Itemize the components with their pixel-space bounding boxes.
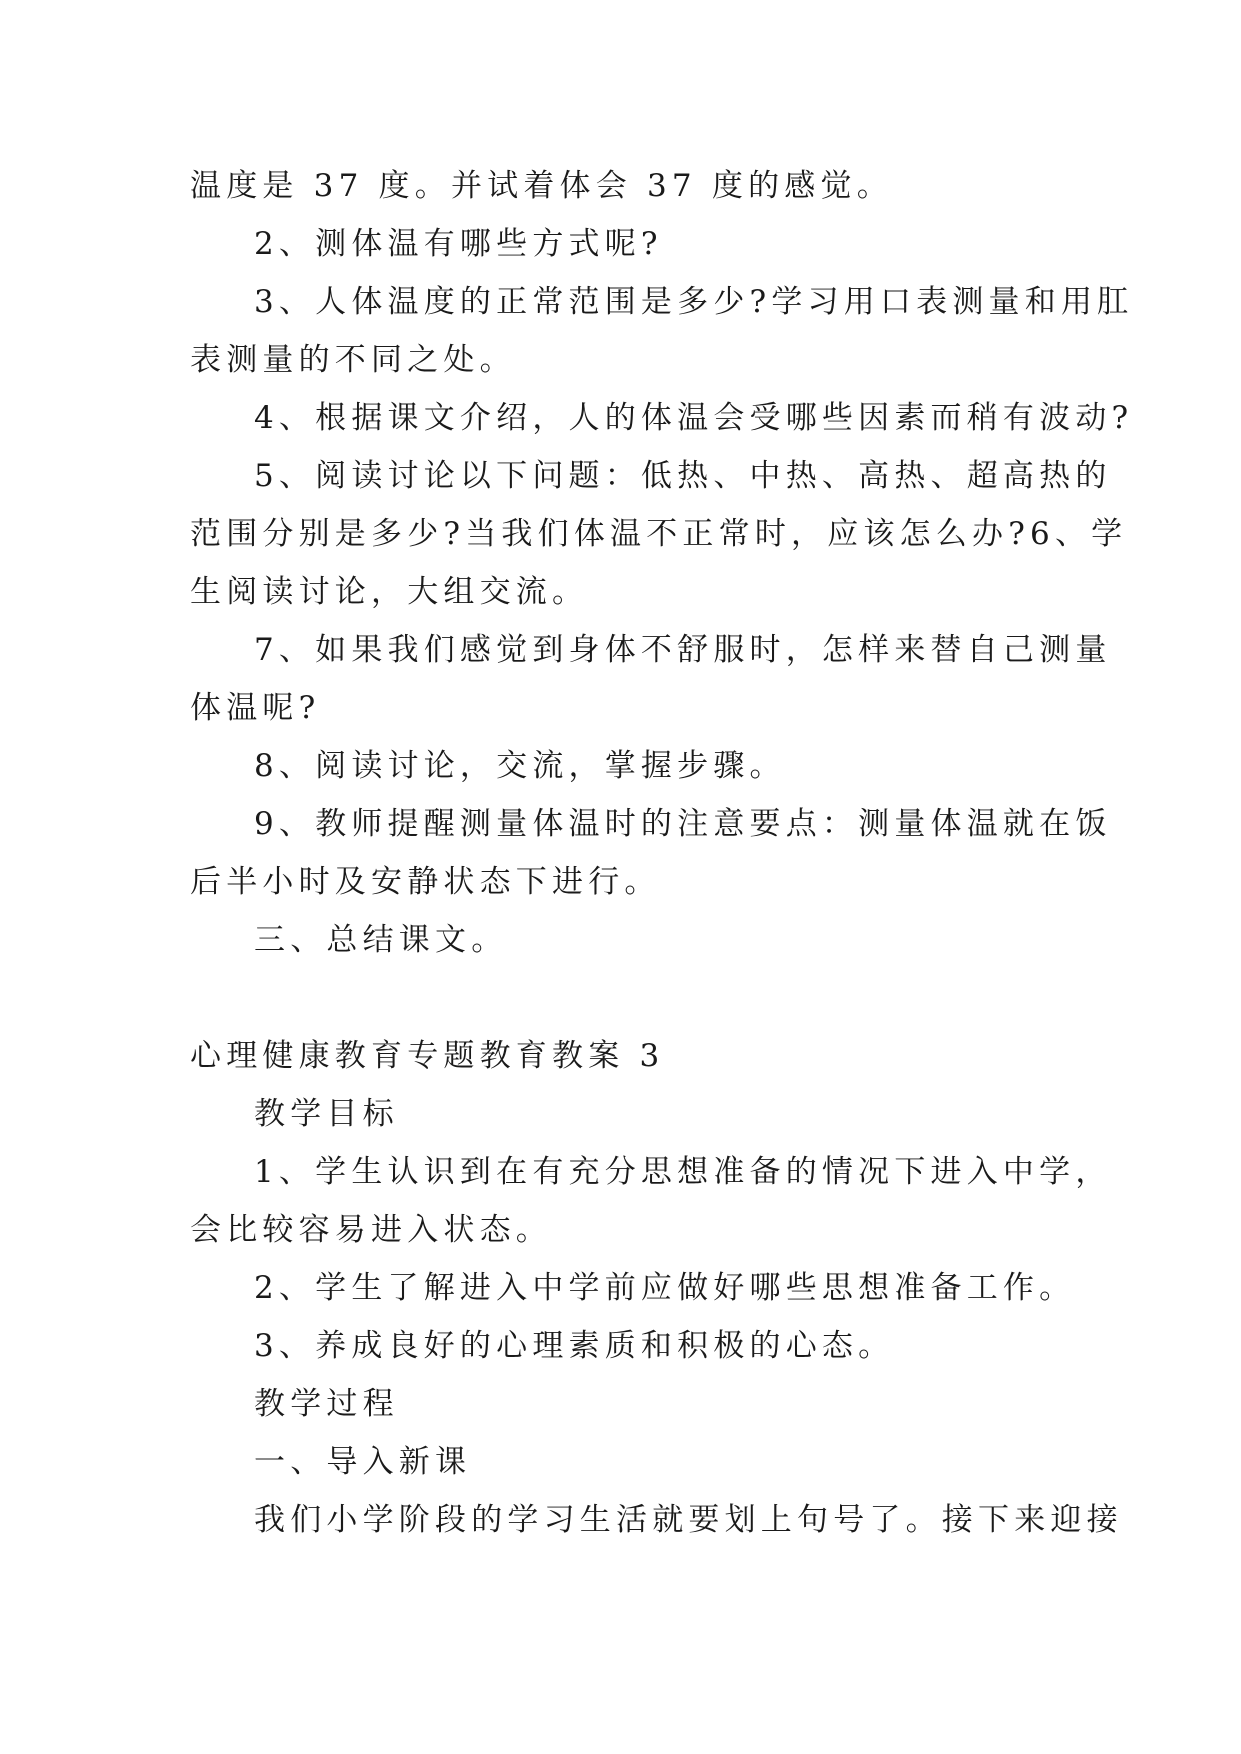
text-line: 会比较容易进入状态。 xyxy=(190,1212,552,1248)
text-line: 体温呢? xyxy=(190,690,321,726)
text-line: 我们小学阶段的学习生活就要划上句号了。接下来迎接 xyxy=(254,1502,1123,1538)
text-line: 后半小时及安静状态下进行。 xyxy=(190,864,661,900)
text-line: 一、导入新课 xyxy=(254,1444,472,1480)
text-line: 4、根据课文介绍，人的体温会受哪些因素而稍有波动? xyxy=(254,400,1134,436)
text-line: 范围分别是多少?当我们体温不正常时，应该怎么办?6、学 xyxy=(190,516,1128,552)
text-line: 表测量的不同之处。 xyxy=(190,342,516,378)
text-line: 教学过程 xyxy=(254,1386,399,1422)
text-line: 教学目标 xyxy=(254,1096,399,1132)
text-line: 1、学生认识到在有充分思想准备的情况下进入中学， xyxy=(254,1154,1112,1190)
text-line: 三、总结课文。 xyxy=(254,922,508,958)
text-line: 温度是 37 度。并试着体会 37 度的感觉。 xyxy=(190,168,893,204)
text-line: 3、人体温度的正常范围是多少?学习用口表测量和用肛 xyxy=(254,284,1134,320)
text-line: 8、阅读讨论，交流，掌握步骤。 xyxy=(254,748,786,784)
text-line: 2、测体温有哪些方式呢? xyxy=(254,226,663,262)
text-line: 9、教师提醒测量体温时的注意要点：测量体温就在饭 xyxy=(254,806,1112,842)
section-title: 心理健康教育专题教育教案 3 xyxy=(190,1038,665,1074)
text-line: 5、阅读讨论以下问题：低热、中热、高热、超高热的 xyxy=(254,458,1112,494)
text-line: 3、养成良好的心理素质和积极的心态。 xyxy=(254,1328,895,1364)
text-line: 生阅读讨论，大组交流。 xyxy=(190,574,589,610)
text-line: 2、学生了解进入中学前应做好哪些思想准备工作。 xyxy=(254,1270,1076,1306)
text-line: 7、如果我们感觉到身体不舒服时，怎样来替自己测量 xyxy=(254,632,1112,668)
